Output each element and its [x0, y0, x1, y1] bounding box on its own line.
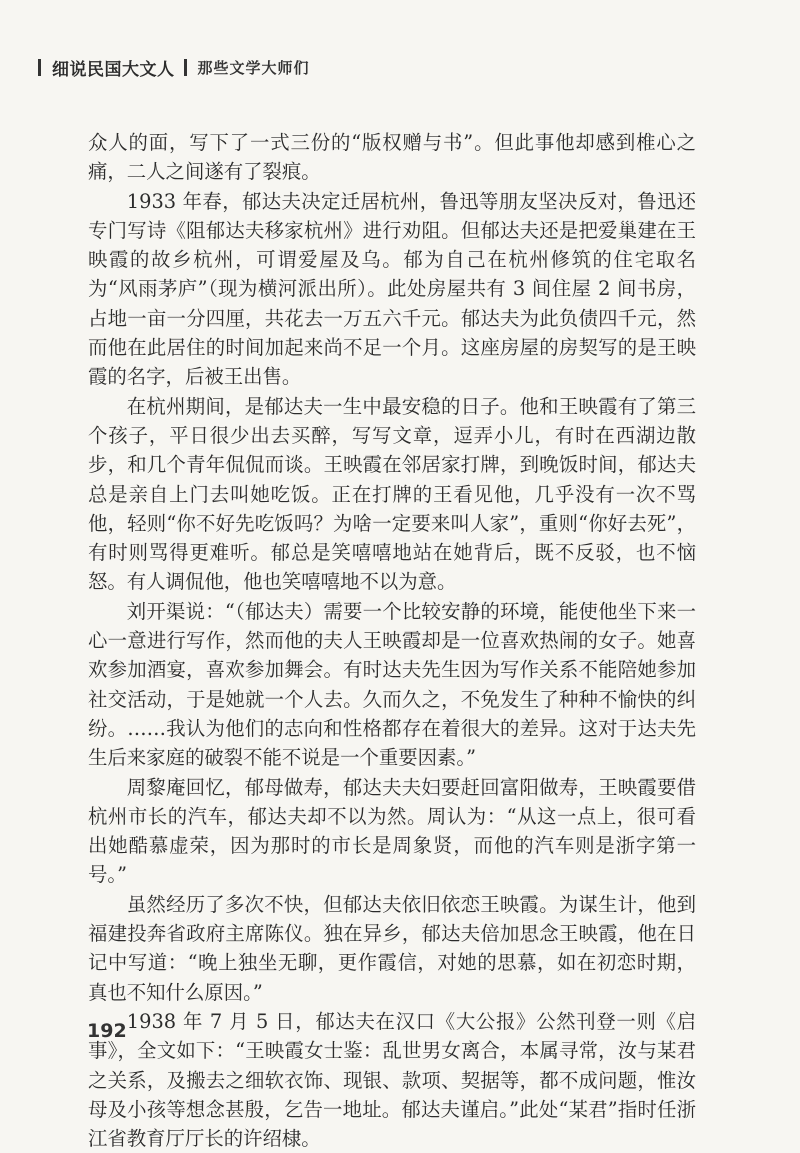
body-text	[88, 128, 696, 1153]
header-divider-middle	[184, 59, 187, 76]
book-title: 细说民国大文人	[52, 59, 175, 80]
paragraph: 1938 年 7 月 5 日，郁达夫在汉口《大公报》公然刊登一则《启事》，全文如下：“王映霞女士鉴：乱世男女离合，本属寻常，汝与某君之关系，及搬去之细软衣饰、现银、款项、契据等，都不成问题，惟汝母及小孩等想念甚殷，乞告一地址。郁达夫谨启。”此处“某君”指时任浙江省教育厅厅长的许绍棣。	[88, 1009, 696, 1151]
paragraph: 虽然经历了多次不快，但郁达夫依旧依恋王映霞。为谋生计，他到福建投奔省政府主席陈仪。独在异乡，郁达夫倍加思念王映霞，他在日记中写道：“晚上独坐无聊，更作霞信，对她的思慕，如在初恋时期，真也不知什么原因。”	[88, 892, 696, 1004]
paragraph: 周黎庵回忆，郁母做寿，郁达夫夫妇要赶回富阳做寿，王映霞要借杭州市长的汽车，郁达夫却不以为然。周认为：“从这一点上，很可看出她酷慕虚荣，因为那时的市长是周象贤，而他的汽车则是浙字第一号。”	[88, 775, 696, 887]
running-header	[38, 54, 310, 80]
paragraph: 1933 年春，郁达夫决定迁居杭州，鲁迅等朋友坚决反对，鲁迅还专门写诗《阻郁达夫移家杭州》进行劝阻。但郁达夫还是把爱巢建在王映霞的故乡杭州，可谓爱屋及乌。郁为自己在杭州修筑的住宅取名为“风雨茅庐”（现为横河派出所）。此处房屋共有 3 间住屋 2 间书房，占地一亩一分四厘，共花去一万五六千元。郁达夫为此负债四千元，然而他在此居住的时间加起来尚不足一个月。这座房屋的房契写的是王映霞的名字，后被王出售。	[88, 189, 696, 389]
paragraph: 在杭州期间，是郁达夫一生中最安稳的日子。他和王映霞有了第三个孩子，平日很少出去买醉，写写文章，逗弄小儿，有时在西湖边散步，和几个青年侃侃而谈。王映霞在邻居家打牌，到晚饭时间，郁达夫总是亲自上门去叫她吃饭。正在打牌的王看见他，几乎没有一次不骂他，轻则“你不好先吃饭吗？为啥一定要来叫人家”，重则“你好去死”，有时则骂得更难听。郁总是笑嘻嘻地站在她背后，既不反驳，也不恼怒。有人调侃他，他也笑嘻嘻地不以为意。	[88, 394, 696, 594]
header-divider-left	[38, 59, 41, 76]
page-number: 192	[87, 1020, 127, 1042]
paragraph-continuation: 众人的面，写下了一式三份的“版权赠与书”。但此事他却感到椎心之痛，二人之间遂有了裂痕。	[88, 131, 696, 184]
series-title: 那些文学大师们	[197, 58, 310, 77]
paragraph: 刘开渠说：“（郁达夫）需要一个比较安静的环境，能使他坐下来一心一意进行写作，然而他的夫人王映霞却是一位喜欢热闹的女子。她喜欢参加酒宴，喜欢参加舞会。有时达夫先生因为写作关系不能陪她参加社交活动，于是她就一个人去。久而久之，不免发生了种种不愉快的纠纷。……我认为他们的志向和性格都存在着很大的差异。这对于达夫先生后来家庭的破裂不能不说是一个重要因素。”	[88, 599, 696, 770]
